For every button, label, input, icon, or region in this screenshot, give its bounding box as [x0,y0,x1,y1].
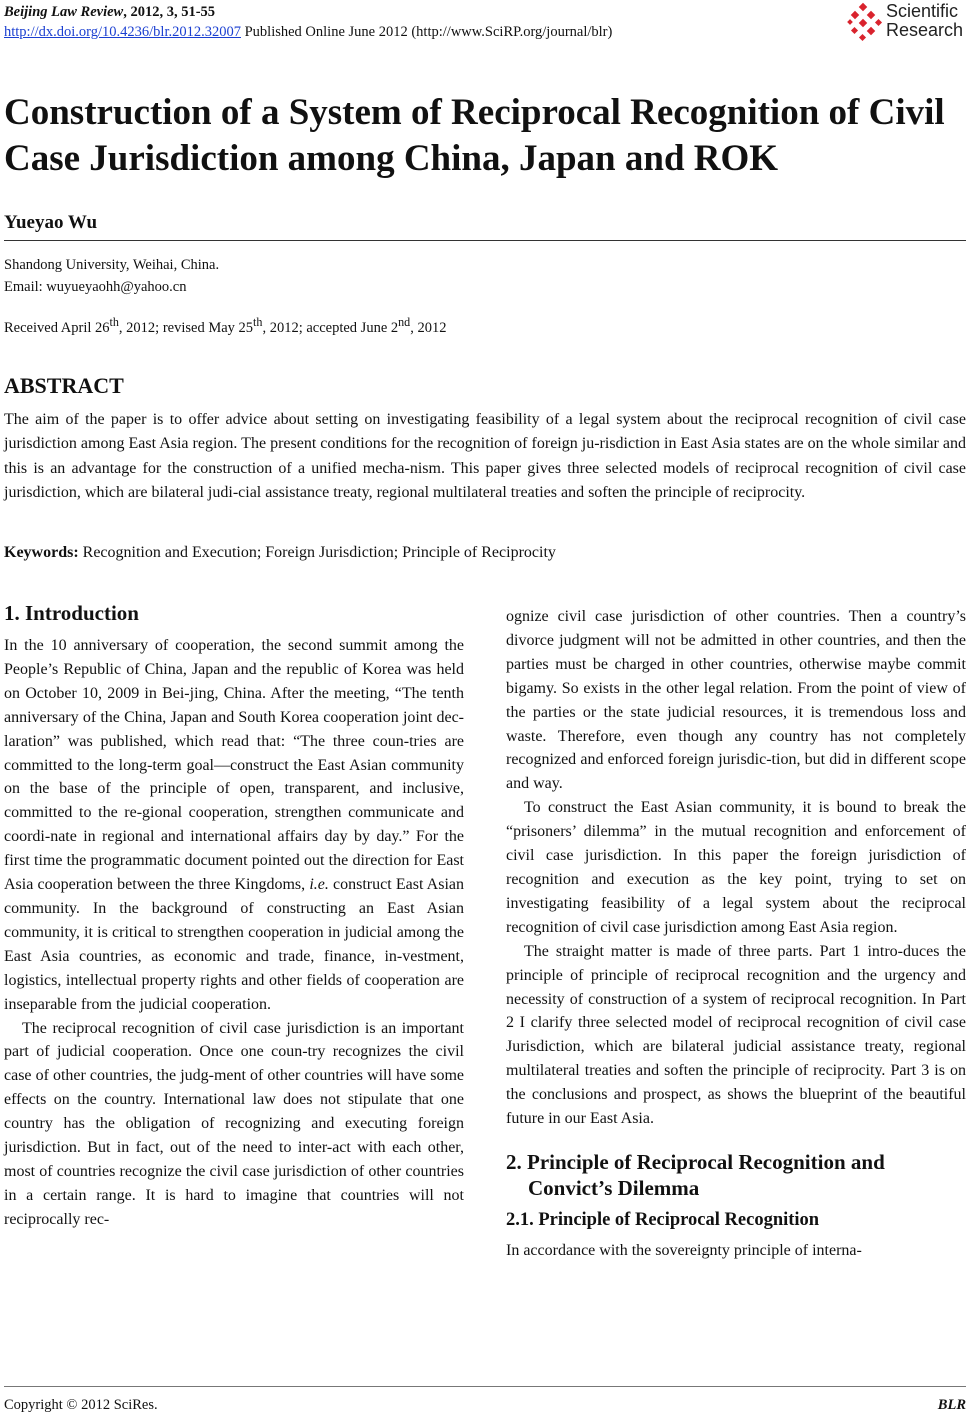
subsection-heading-2-1: 2.1. Principle of Reciprocal Recognition [506,1209,820,1230]
logo-text-line1: Scientific [886,1,959,21]
intro-paragraph-1-part-b: construct East Asian community. In the background of constructing an East Asian community, it is critical to strengthen cooperation in judicial among the East Asia countries, as economic and trade, finance, in-vestment, logistics, intellectual property rights and other fields of cooperation are inseparable from the judicial cooperation. [4,876,465,1013]
page-footer [4,1386,966,1414]
accepted-text: , 2012; accepted June 2 [262,319,399,336]
intro-paragraph-1-part-a: In the 10 anniversary of cooperation, the second summit among the People’s Republic of China, Japan and the republic of Korea was held on October 10, 2009 in Bei-jing, China. After the meeting, “The tenth anniversary of the China, Japan and South Korea cooperation joint dec-laration” was published, which read that: “The three coun-tries are committed to the long-term goal—construct the East Asian community on the base of the principle of open, transparent, and inclusive, committed to the re-gional cooperation, strengthen communicate and coordi-nate in regional and international affairs day by day.” For the first time the programmatic document pointed out the direction for East Asia cooperation between the three Kingdoms, [4,637,464,894]
email: Email: wuyueyaohh@yahoo.cn [4,279,187,295]
keywords-label: Keywords: [4,544,79,561]
scientific-research-logo [846,2,966,44]
affiliation-block [4,254,219,298]
right-column [506,605,966,1263]
section-heading-2-line2: Convict’s Dilemma [528,1175,700,1200]
section-heading-introduction: 1. Introduction [4,601,139,625]
section-heading-2-line1: 2. Principle of Reciprocal Recognition and [506,1149,885,1174]
intro-paragraph-1 [4,634,464,1017]
paper-title: Construction of a System of Reciprocal Recognition of Civil Case Jurisdiction among China, Japan and ROK [4,92,945,179]
journal-header [4,2,612,42]
logo-text-line2: Research [886,20,964,40]
right-paragraph-1: ognize civil case jurisdiction of other countries. Then a country’s divorce judgment will not be admitted in other countries, and then the parties must be charged in other countries, otherwise maybe commit bigamy. So exists in the other legal relation. From the point of view of the parties or the state judicial resources, it is tremendous loss and waste. Therefore, even though any country has not completely recognized and enforced foreign jurisdic-tion, but did in different scope and way. [506,608,966,793]
section-heading-2 [506,1149,966,1201]
logo-diamond-icon [846,2,884,44]
accepted-year: , 2012 [410,319,447,336]
intro-paragraph-1-ie: i.e. [309,876,329,894]
abstract-text: The aim of the paper is to offer advice about setting on investigating feasibility of a legal system about the reciprocal recognition of civil case jurisdiction among East Asia region. The present conditions for the recognition of foreign ju-risdiction in East Asia states are on the whole similar and this is an advantage for the construction of a unified mecha-nism. This paper gives three selected models of reciprocal recognition of civil case jurisdiction, which are bilateral judi-cial assistance treaty, regional multilateral treaties and soften the principle of reciprocity. [4,411,966,501]
copyright: Copyright © 2012 SciRes. [4,1397,158,1413]
received-dates [4,315,446,337]
logo-text [886,2,963,40]
revised-sup: th [253,315,263,329]
journal-name: Beijing Law Review [4,4,124,20]
doi-link[interactable]: http://dx.doi.org/10.4236/blr.2012.32007 [4,24,241,40]
received-sup: th [109,315,119,329]
abstract-heading: ABSTRACT [4,373,124,398]
author-name: Yueyao Wu [4,212,98,233]
intro-paragraph-2: The reciprocal recognition of civil case jurisdiction is an important part of judicial cooperation. Once one coun-try recognizes the civil case of other countries, the judg-ment of other countries will have some effects on the country. International law does not stipulate that one country has the obligation of recognizing and executing foreign jurisdiction. But in fact, out of the need to inter-act with each other, most of countries recognize the civil case jurisdiction of other countries in a certain range. It is hard to imagine that countries will not reciprocally rec- [4,1019,464,1228]
accepted-sup: nd [398,315,411,329]
right-paragraph-2: To construct the East Asian community, it is bound to break the “prisoners’ dilemma” in the mutual recognition and enforcement of civil case jurisdiction. In this paper the foreign jurisdiction of recognition and execution as the key point, trying to set on investigating feasibility of a legal system about the reciprocal recognition of civil case jurisdiction among East Asia region. [506,799,966,936]
right-paragraph-4: In accordance with the sovereignty principle of interna- [506,1241,862,1259]
received-text: Received April 26 [4,319,110,336]
journal-abbreviation: BLR [937,1397,966,1413]
left-column [4,600,464,1232]
published-online: Published Online June 2012 (http://www.SciRP.org/journal/blr) [240,24,613,40]
affiliation: Shandong University, Weihai, China. [4,257,220,273]
journal-citation: , 2012, 3, 51-55 [123,4,216,20]
keywords-text: Recognition and Execution; Foreign Jurisdiction; Principle of Reciprocity [78,544,556,561]
right-paragraph-3: The straight matter is made of three parts. Part 1 intro-duces the principle of principle of reciprocal recognition and the urgency and necessity of construction of a system of reciprocal recognition. In Part 2 I clarify three selected model of reciprocal recognition of civil case Jurisdiction, which are bilateral judicial assistance treaty, regional multilateral treaties and soften the principle of reciprocity. Part 3 is on the conclusions and prospect, as shows the blueprint of the beautiful future in our East Asia. [506,942,966,1128]
revised-text: , 2012; revised May 25 [118,319,254,336]
author-rule [4,240,966,241]
keywords-line [4,544,556,562]
